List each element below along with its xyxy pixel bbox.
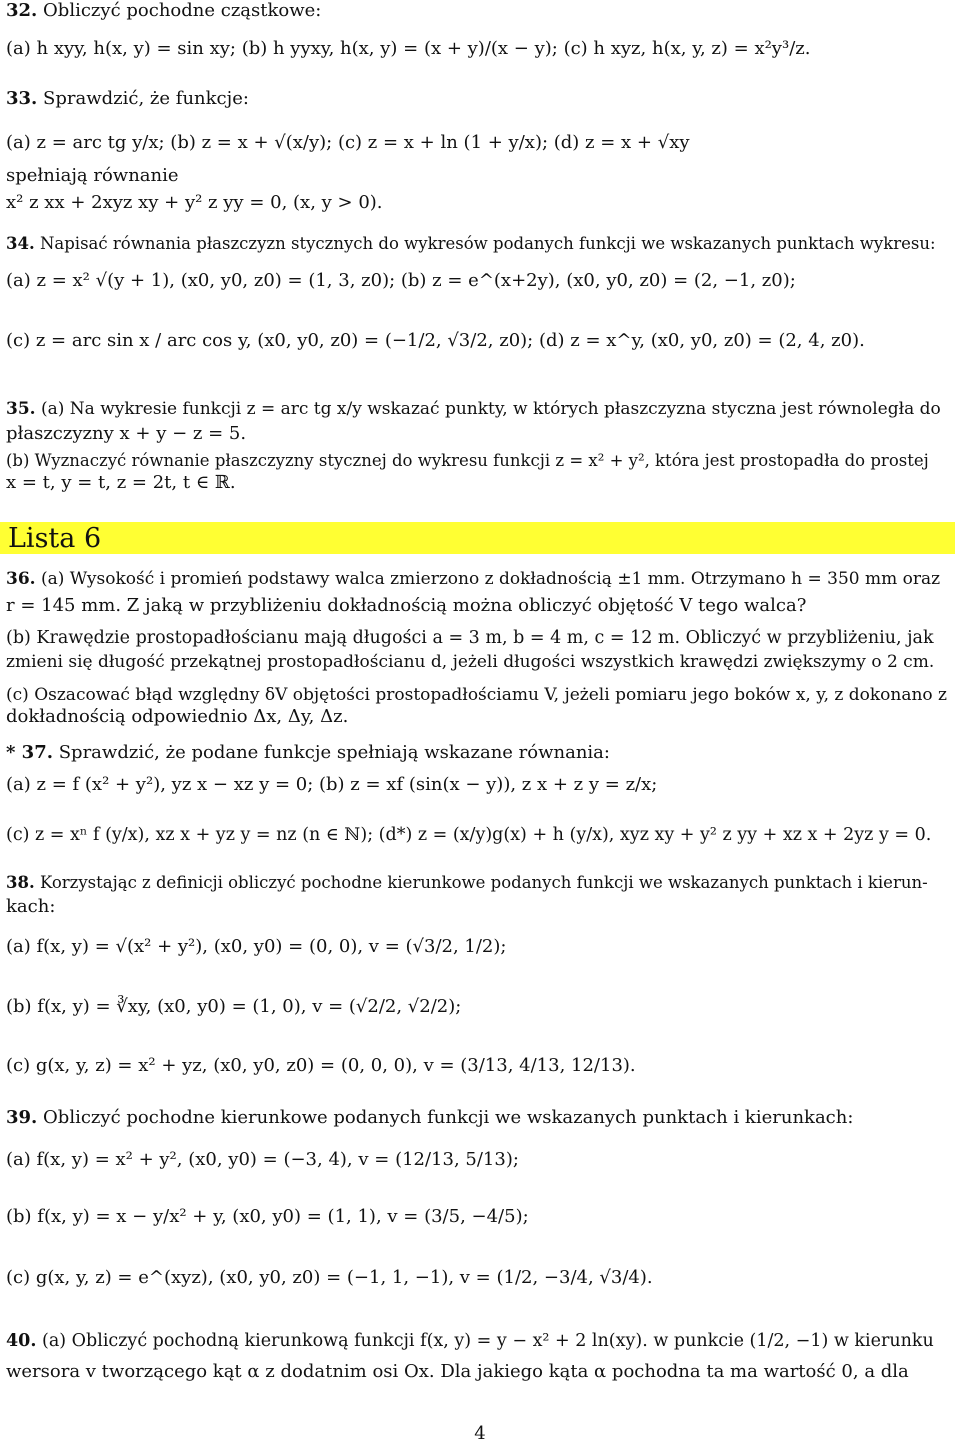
text-line xyxy=(6,742,952,764)
section-heading-bar xyxy=(0,522,955,554)
text-line xyxy=(6,595,952,617)
line-text: (a) f(x, y) = √(x² + y²), (x0, y0) = (0, 0), v = (√3/2, 1/2); xyxy=(6,936,507,957)
exercise-number: * 37. xyxy=(6,742,53,763)
text-line xyxy=(6,774,952,796)
text-line xyxy=(6,651,952,673)
text-line xyxy=(6,706,952,728)
text-line xyxy=(6,398,952,420)
line-text: (a) z = arc tg y/x; (b) z = x + √(x/y); (c) z = x + ln (1 + y/x); (d) z = x + √xy xyxy=(6,132,690,153)
text-line xyxy=(6,936,952,958)
line-text: kach: xyxy=(6,896,56,917)
text-line xyxy=(6,896,952,918)
exercise-number: 40. xyxy=(6,1331,37,1351)
text-line xyxy=(6,38,952,60)
line-text: Sprawdzić, że funkcje: xyxy=(37,88,249,109)
line-text: (a) Na wykresie funkcji z = arc tg x/y wskazać punkty, w których płaszczyzna styczna jest równoległa do xyxy=(35,399,941,419)
line-text: Sprawdzić, że podane funkcje spełniają wskazane równania: xyxy=(53,742,610,763)
line-text: (a) h xyy, h(x, y) = sin xy; (b) h yyxy, h(x, y) = (x + y)/(x − y); (c) h xyz, h(x, y, z) = x²y³/z. xyxy=(6,38,811,59)
exercise-number: 33. xyxy=(6,88,38,109)
text-line xyxy=(6,684,952,706)
section-heading: Lista 6 xyxy=(8,523,102,554)
text-line xyxy=(6,132,952,154)
line-text: płaszczyzny x + y − z = 5. xyxy=(6,423,247,444)
text-line xyxy=(6,472,952,494)
line-text: (c) z = xⁿ f (y/x), xz x + yz y = nz (n ∈ ℕ); (d*) z = (x/y)g(x) + h (y/x), xyz xy + y² z yy + xz x + 2yz y = 0. xyxy=(6,825,932,845)
text-line xyxy=(6,423,952,445)
text-line xyxy=(6,996,952,1018)
text-line xyxy=(6,1149,952,1171)
exercise-number: 34. xyxy=(6,234,35,253)
line-text: x = t, y = t, z = 2t, t ∈ ℝ. xyxy=(6,472,236,493)
line-text: wersora v tworzącego kąt α z dodatnim osi Ox. Dla jakiego kąta α pochodna ta ma wartość 0, a dla xyxy=(6,1361,909,1382)
text-line xyxy=(6,568,952,590)
text-line xyxy=(6,450,952,472)
line-text: (c) g(x, y, z) = e^(xyz), (x0, y0, z0) = (−1, 1, −1), v = (1/2, −3/4, √3/4). xyxy=(6,1267,653,1288)
text-line xyxy=(6,1330,952,1352)
line-text: (b) Wyznaczyć równanie płaszczyzny stycznej do wykresu funkcji z = x² + y², która jest prostopadła do prostej xyxy=(6,451,929,470)
exercise-number: 39. xyxy=(6,1107,38,1128)
exercise-number: 35. xyxy=(6,399,36,419)
line-text: (a) Wysokość i promień podstawy walca zmierzono z dokładnością ±1 mm. Otrzymano h = 350 mm oraz xyxy=(35,569,941,589)
line-text: (b) f(x, y) = ∛xy, (x0, y0) = (1, 0), v = (√2/2, √2/2); xyxy=(6,996,462,1017)
line-text: (b) Krawędzie prostopadłościanu mają długości a = 3 m, b = 4 m, c = 12 m. Obliczyć w przybliżeniu, jak xyxy=(6,628,934,648)
text-line xyxy=(6,872,952,894)
line-text: Obliczyć pochodne kierunkowe podanych funkcji we wskazanych punktach i kierunkach: xyxy=(37,1107,854,1128)
line-text: (c) Oszacować błąd względny δV objętości prostopadłościamu V, jeżeli pomiaru jego boków x, y, z dokonano z xyxy=(6,685,948,705)
text-line xyxy=(6,1055,952,1077)
text-line xyxy=(6,1267,952,1289)
text-line xyxy=(6,88,952,110)
text-line xyxy=(6,233,952,255)
text-line xyxy=(6,0,952,22)
line-text: Obliczyć pochodne cząstkowe: xyxy=(37,0,322,21)
text-line xyxy=(6,1206,952,1228)
text-line xyxy=(6,1107,952,1129)
line-text: (c) g(x, y, z) = x² + yz, (x0, y0, z0) = (0, 0, 0), v = (3/13, 4/13, 12/13). xyxy=(6,1055,636,1076)
exercise-number: 32. xyxy=(6,0,38,21)
line-text: (a) z = x² √(y + 1), (x0, y0, z0) = (1, 3, z0); (b) z = e^(x+2y), (x0, y0, z0) = (2, −1, z0); xyxy=(6,270,796,291)
line-text: x² z xx + 2xyz xy + y² z yy = 0, (x, y > 0). xyxy=(6,192,383,213)
line-text: Korzystając z definicji obliczyć pochodne kierunkowe podanych funkcji we wskazanych punktach i kierun- xyxy=(34,873,928,892)
line-text: dokładnością odpowiednio Δx, Δy, Δz. xyxy=(6,706,349,727)
text-line xyxy=(6,192,952,214)
text-line xyxy=(6,330,952,352)
line-text: (a) f(x, y) = x² + y², (x0, y0) = (−3, 4), v = (12/13, 5/13); xyxy=(6,1149,519,1170)
exercise-number: 38. xyxy=(6,873,35,892)
page-number: 4 xyxy=(474,1423,486,1444)
text-line xyxy=(6,627,952,649)
line-text: (b) f(x, y) = x − y/x² + y, (x0, y0) = (1, 1), v = (3/5, −4/5); xyxy=(6,1206,529,1227)
line-text: zmieni się długość przekątnej prostopadłościanu d, jeżeli długości wszystkich krawędzi zwiększymy o 2 cm. xyxy=(6,652,935,672)
text-line xyxy=(6,1361,952,1383)
line-text: (a) z = f (x² + y²), yz x − xz y = 0; (b) z = xf (sin(x − y)), z x + z y = z/x; xyxy=(6,774,658,795)
text-line xyxy=(6,824,952,846)
line-text: spełniają równanie xyxy=(6,165,179,186)
line-text: r = 145 mm. Z jaką w przybliżeniu dokładnością można obliczyć objętość V tego walca? xyxy=(6,595,807,616)
exercise-number: 36. xyxy=(6,569,36,589)
line-text: (c) z = arc sin x / arc cos y, (x0, y0, z0) = (−1/2, √3/2, z0); (d) z = x^y, (x0, y0, z0) = (2, 4, z0). xyxy=(6,330,865,351)
line-text: Napisać równania płaszczyzn stycznych do wykresów podanych funkcji we wskazanych punktach wykresu: xyxy=(34,234,936,253)
text-line xyxy=(6,270,952,292)
line-text: (a) Obliczyć pochodną kierunkową funkcji f(x, y) = y − x² + 2 ln(xy). w punkcie (1/2, −1) w kierunku xyxy=(36,1331,934,1351)
text-line xyxy=(6,165,952,187)
